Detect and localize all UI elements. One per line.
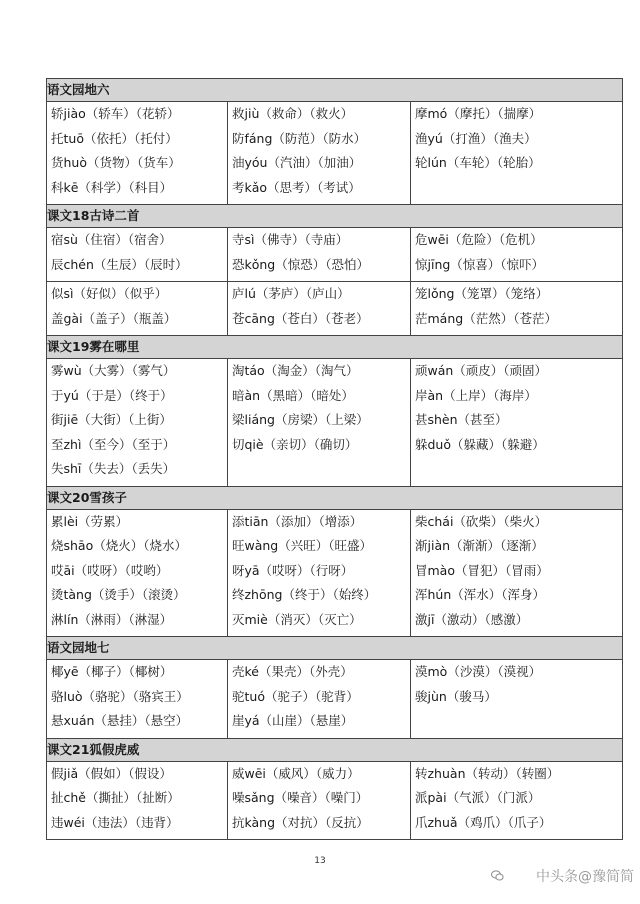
section-title: 课文21狐假虎威 bbox=[47, 738, 623, 761]
vocab-entry: 假jiǎ（假如）（假设） bbox=[51, 765, 172, 781]
table-cell bbox=[411, 509, 623, 637]
vocab-entry: 救jiù（救命）（救火） bbox=[232, 106, 354, 121]
cell-spacer bbox=[228, 457, 410, 461]
vocab-entry: 违wéi（违法）（违背） bbox=[51, 814, 179, 830]
vocab-entry: 渐jiàn（渐渐）（逐渐） bbox=[415, 538, 544, 553]
vocab-entry: 激jī（激动）（感激） bbox=[415, 611, 529, 627]
vocab-entry: 于yú（于是）（终于） bbox=[51, 387, 173, 403]
cell-spacer bbox=[411, 632, 622, 636]
section-header bbox=[47, 79, 623, 102]
vocab-entry: 托tuō（依托）（托付） bbox=[51, 130, 178, 146]
cell-spacer bbox=[228, 632, 410, 636]
vocab-entry: 笼lǒng（笼罩）（笼络） bbox=[415, 286, 549, 301]
vocab-entry: 辰chén（生辰）（辰时） bbox=[51, 256, 188, 272]
table-cell bbox=[47, 228, 228, 282]
vocab-entry: 终zhōng（终于）（始终） bbox=[232, 587, 377, 602]
table-row bbox=[47, 228, 623, 282]
vocab-entry: 盖gài（盖子）（瓶盖） bbox=[51, 310, 177, 326]
section-title: 课文19雾在哪里 bbox=[47, 336, 623, 359]
cell-spacer bbox=[228, 835, 410, 839]
table-cell bbox=[228, 102, 411, 205]
vocab-entry: 甚shèn（甚至） bbox=[415, 412, 508, 427]
vocab-entry: 寺sì（佛寺）（寺庙） bbox=[232, 232, 349, 247]
vocab-entry: 烫tàng（烫手）（滚烫） bbox=[51, 587, 186, 602]
table-cell bbox=[47, 761, 228, 840]
cell-spacer bbox=[228, 200, 410, 204]
section-header bbox=[47, 486, 623, 509]
vocab-entry: 威wēi（威风）（威力） bbox=[232, 765, 360, 781]
table-cell bbox=[228, 509, 411, 637]
table-cell bbox=[47, 660, 228, 739]
cell-spacer bbox=[228, 331, 410, 335]
section-header bbox=[47, 738, 623, 761]
table-cell bbox=[411, 102, 623, 205]
section-title: 课文18古诗二首 bbox=[47, 205, 623, 228]
table-row bbox=[47, 102, 623, 205]
vocab-entry: 淋lín（淋雨）（淋湿） bbox=[51, 611, 173, 627]
vocab-entry: 悬xuán（悬挂）（悬空） bbox=[51, 713, 189, 728]
table-cell bbox=[411, 282, 623, 336]
table-cell bbox=[411, 359, 623, 487]
vocab-entry: 雾wù（大雾）（雾气） bbox=[51, 363, 176, 378]
table-cell bbox=[47, 282, 228, 336]
vocab-entry: 呀yā（哎呀）（行呀） bbox=[232, 562, 354, 578]
table-row bbox=[47, 761, 623, 840]
vocab-entry: 轿jiào（轿车）（花轿） bbox=[51, 106, 180, 121]
section-title: 课文20雪孩子 bbox=[47, 486, 623, 509]
table-cell bbox=[411, 761, 623, 840]
vocab-entry: 爪zhuǎ（鸡爪）（爪子） bbox=[415, 814, 552, 830]
table-row bbox=[47, 359, 623, 487]
table-cell bbox=[228, 660, 411, 739]
cell-spacer bbox=[411, 457, 622, 461]
cell-spacer bbox=[411, 709, 622, 713]
vocab-entry: 壳ké（果壳）（外壳） bbox=[232, 664, 353, 679]
vocab-entry: 烧shāo（烧火）（烧水） bbox=[51, 538, 187, 553]
vocab-entry: 切qiè（亲切）（确切） bbox=[232, 436, 358, 452]
vocab-entry: 街jiē（大街）（上街） bbox=[51, 412, 172, 427]
vocab-entry: 躲duǒ（躲藏）（躲避） bbox=[415, 436, 545, 452]
vocab-entry: 抗kàng（对抗）（反抗） bbox=[232, 814, 369, 830]
vocab-entry: 浑hún（浑水）（浑身） bbox=[415, 587, 546, 602]
vocab-entry: 轮lún（车轮）（轮胎） bbox=[415, 155, 541, 170]
vocab-entry: 似sì（好似）（似乎） bbox=[51, 286, 168, 301]
vocab-entry: 庐lú（茅庐）（庐山） bbox=[232, 286, 350, 301]
cell-spacer bbox=[47, 200, 227, 204]
vocab-entry: 恐kǒng（惊恐）（恐怕） bbox=[232, 256, 369, 272]
cell-spacer bbox=[47, 734, 227, 738]
vocab-entry: 哎āi（哎呀）（哎哟） bbox=[51, 562, 169, 578]
table-row bbox=[47, 660, 623, 739]
cell-spacer bbox=[47, 331, 227, 335]
cell-spacer bbox=[47, 277, 227, 281]
vocab-entry: 失shī（失去）（丢失） bbox=[51, 461, 176, 476]
vocab-entry: 科kē（科学）（科目） bbox=[51, 179, 173, 195]
table-cell bbox=[228, 359, 411, 487]
section-header bbox=[47, 336, 623, 359]
vocab-entry: 累lèi（劳累） bbox=[51, 513, 129, 529]
vocab-entry: 淘táo（淘金）（淘气） bbox=[232, 363, 359, 378]
vocab-entry: 旺wàng（兴旺）（旺盛） bbox=[232, 538, 372, 553]
table-cell bbox=[47, 359, 228, 487]
cell-spacer bbox=[47, 482, 227, 486]
wechat-icon bbox=[491, 870, 504, 881]
vocab-entry: 驼tuó（驼子）（驼背） bbox=[232, 688, 359, 704]
table-row bbox=[47, 509, 623, 637]
vocab-entry: 骏jùn（骏马） bbox=[415, 688, 497, 704]
vocab-entry: 茫máng（茫然）（苍茫） bbox=[415, 310, 557, 326]
vocab-entry: 苍cāng（苍白）（苍老） bbox=[232, 310, 369, 326]
vocab-entry: 添tiān（添加）（增添） bbox=[232, 513, 363, 529]
cell-spacer bbox=[411, 331, 622, 335]
vocab-entry: 噪sǎng（噪音）（噪门） bbox=[232, 790, 369, 805]
cell-spacer bbox=[47, 835, 227, 839]
vocab-entry: 灭miè（消灭）（灭亡） bbox=[232, 611, 362, 627]
cell-spacer bbox=[411, 277, 622, 281]
vocab-entry: 派pài（气派）（门派） bbox=[415, 790, 541, 805]
page-number: 13 bbox=[314, 856, 326, 866]
vocab-entry: 崖yá（山崖）（悬崖） bbox=[232, 713, 354, 728]
vocab-entry: 漠mò（沙漠）（漠视） bbox=[415, 664, 542, 679]
table-cell bbox=[228, 761, 411, 840]
cell-spacer bbox=[411, 835, 622, 839]
cell-spacer bbox=[47, 632, 227, 636]
vocab-entry: 渔yú（打渔）（渔夫） bbox=[415, 130, 537, 146]
section-title: 语文园地七 bbox=[47, 637, 623, 660]
section-header bbox=[47, 637, 623, 660]
vocab-entry: 宿sù（住宿）（宿舍） bbox=[51, 232, 172, 247]
table-row bbox=[47, 282, 623, 336]
vocab-entry: 梁liáng（房梁）（上梁） bbox=[232, 412, 369, 427]
table-cell bbox=[47, 509, 228, 637]
cell-spacer bbox=[411, 176, 622, 180]
vocab-entry: 考kǎo（思考）（考试） bbox=[232, 179, 361, 195]
table-cell bbox=[411, 660, 623, 739]
table-cell bbox=[411, 228, 623, 282]
vocab-entry: 顽wán（顽皮）（顽固） bbox=[415, 363, 548, 378]
vocab-entry: 转zhuàn（转动）（转圈） bbox=[415, 765, 560, 781]
table-cell bbox=[228, 282, 411, 336]
cell-spacer bbox=[228, 734, 410, 738]
vocab-entry: 扯chě（撕扯）（扯断） bbox=[51, 790, 180, 805]
vocab-entry: 岸àn（上岸）（海岸） bbox=[415, 387, 537, 403]
vocab-entry: 椰yē（椰子）（椰树） bbox=[51, 664, 173, 679]
section-header bbox=[47, 205, 623, 228]
watermark: 中头条@豫简简 bbox=[536, 869, 634, 885]
vocab-entry: 暗àn（黑暗）（暗处） bbox=[232, 387, 354, 403]
vocab-entry: 危wēi（危险）（危机） bbox=[415, 232, 543, 247]
section-title: 语文园地六 bbox=[47, 79, 623, 102]
vocabulary-table bbox=[46, 78, 623, 840]
vocab-entry: 摩mó（摩托）（揣摩） bbox=[415, 106, 542, 121]
vocab-entry: 防fáng（防范）（防水） bbox=[232, 130, 367, 146]
table-cell bbox=[228, 228, 411, 282]
table-cell bbox=[47, 102, 228, 205]
vocab-entry: 冒mào（冒犯）（冒雨） bbox=[415, 562, 549, 578]
cell-spacer bbox=[228, 277, 410, 281]
vocab-entry: 柴chái（砍柴）（柴火） bbox=[415, 513, 548, 529]
vocab-entry: 骆luò（骆驼）（骆宾王） bbox=[51, 688, 189, 704]
vocab-entry: 油yóu（汽油）（加油） bbox=[232, 155, 362, 170]
vocab-entry: 货huò（货物）（货车） bbox=[51, 155, 181, 170]
vocab-entry: 至zhì（至今）（至于） bbox=[51, 436, 176, 452]
vocab-entry: 惊jīng（惊喜）（惊吓） bbox=[415, 256, 545, 272]
